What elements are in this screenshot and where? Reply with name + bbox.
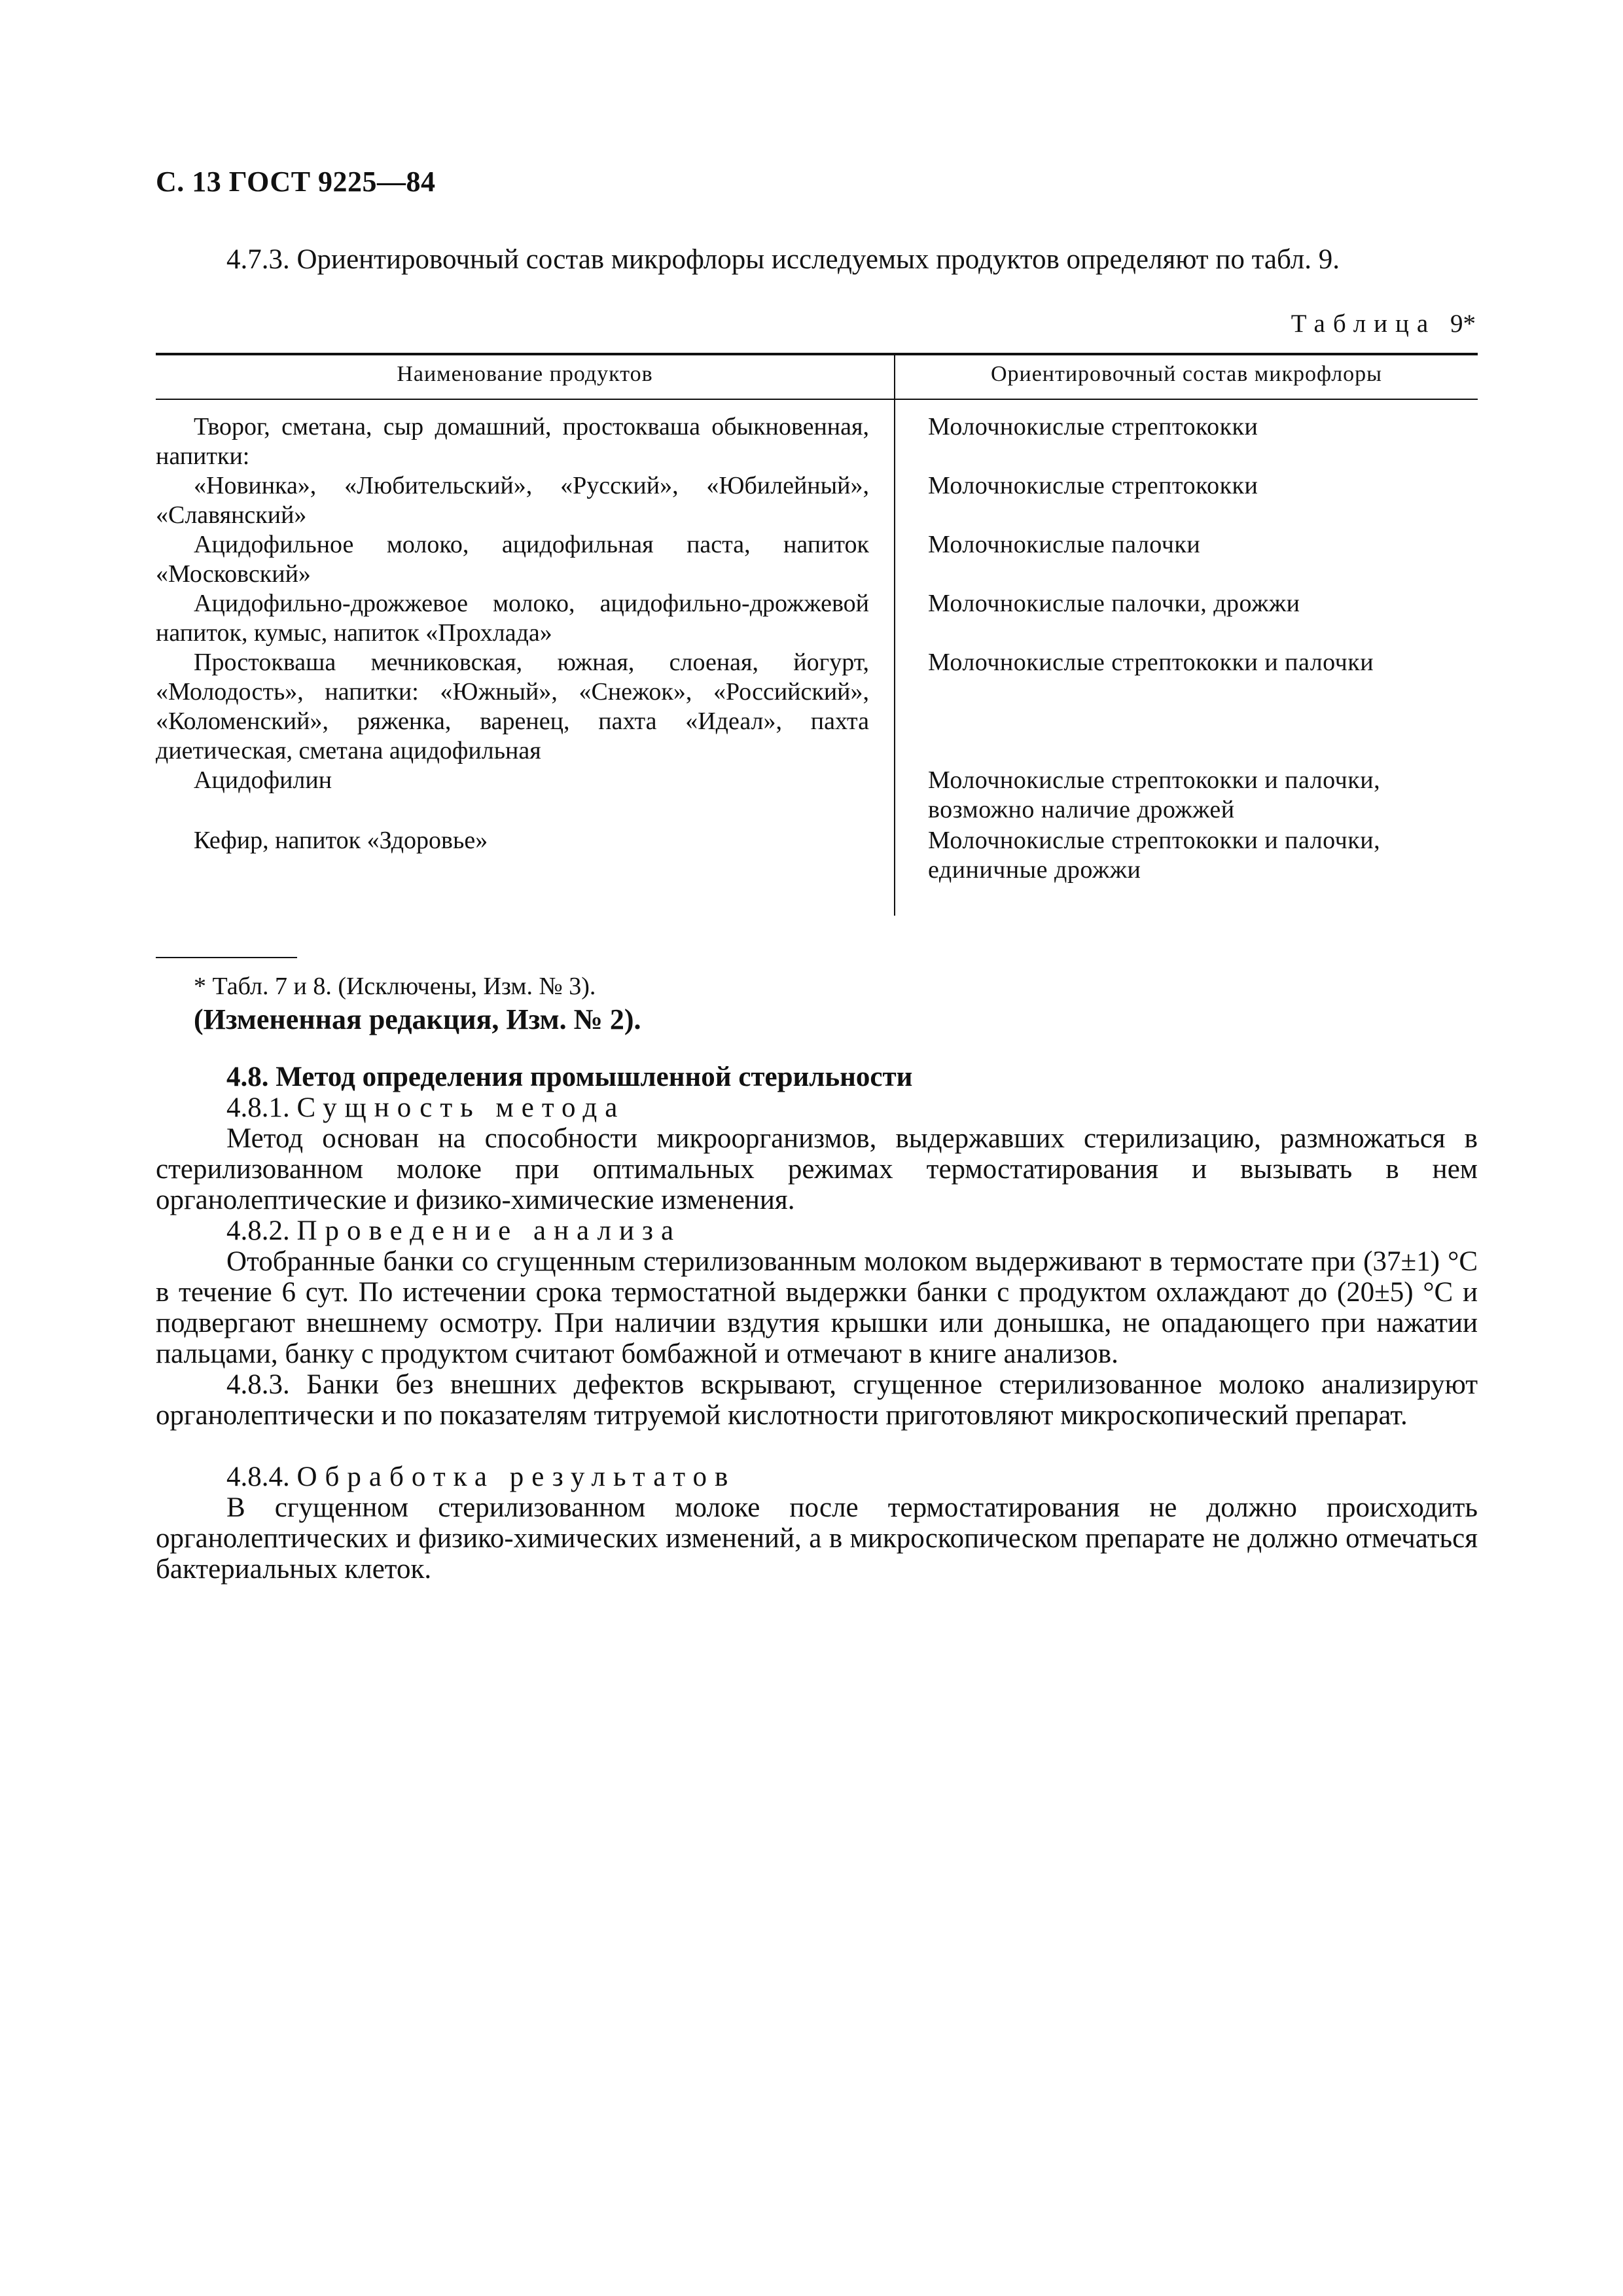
table-header-products: Наименование продуктов	[397, 362, 653, 386]
table-row-product: Ацидофилин	[194, 766, 332, 794]
paragraph: Отобранные банки со сгущенным стерилизованным молоком выдерживают в термостате при (37±1) °С в течение 6 сут. По истечении срока термостатной выдержки банки с продуктом охлаждают до (20±5) °С и подвергают внешнему осмотру. При наличии вздутия крышки или донышка, не опадающего при нажатии пальцами, банку с продуктом считают бомбажной и отмечают в книге анализов.	[156, 1246, 1478, 1369]
table-row-product: Простокваша мечниковская, южная, слоеная, йогурт, «Молодость», напитки: «Южный», «Снежок», «Российский», «Коломенский», ряженка, варенец, пахта «Идеал», пахта диетическая, сметана ацидофильная	[156, 649, 869, 764]
table-row-product: Кефир, напиток «Здоровье»	[194, 827, 488, 854]
table-row-microflora: Молочнокислые палочки	[928, 531, 1201, 558]
paragraph: 4.8.3. Банки без внешних дефектов вскрывают, сгущенное стерилизованное молоко анализируют органолептически и по показателям титруемой кислотности приготовляют микроскопический препарат.	[156, 1369, 1478, 1431]
table-label-number: 9*	[1450, 310, 1476, 338]
intro-paragraph: 4.7.3. Ориентировочный состав микрофлоры исследуемых продуктов определяют по табл. 9.	[226, 244, 1340, 275]
table-row-product: «Новинка», «Любительский», «Русский», «Юбилейный», «Славянский»	[156, 472, 869, 529]
table-row-microflora: Молочнокислые палочки, дрожжи	[928, 590, 1300, 617]
table-row-microflora: Молочнокислые стрептококки и палочки, единичные дрожжи	[928, 827, 1381, 884]
table-row-microflora: Молочнокислые стрептококки и палочки, возможно наличие дрожжей	[928, 766, 1381, 823]
paragraph: В сгущенном стерилизованном молоке после термостатирования не должно происходить органолептических и физико-химических изменений, а в микроскопическом препарате не должно отмечаться бактериальных клеток.	[156, 1492, 1478, 1585]
paragraph: Метод основан на способности микроорганизмов, выдержавших стерилизацию, размножаться в стерилизованном молоке при оптимальных режимах термостатирования и вызывать в нем органолептические и физико-химические изменения.	[156, 1123, 1478, 1215]
subsection-title: 4.8.2. Проведение анализа	[226, 1215, 682, 1246]
table-header-rule	[156, 399, 1478, 400]
table-row-microflora: Молочнокислые стрептококки	[928, 413, 1258, 440]
table-header-microflora: Ориентировочный состав микрофлоры	[990, 362, 1383, 386]
footnote: * Табл. 7 и 8. (Исключены, Изм. № 3).	[194, 973, 596, 1000]
table-row-microflora: Молочнокислые стрептококки и палочки	[928, 649, 1374, 676]
table-row-product: Творог, сметана, сыр домашний, простокваша обыкновенная, напитки:	[156, 413, 869, 470]
section-heading: 4.8. Метод определения промышленной стерильности	[226, 1062, 913, 1092]
table-row-microflora: Молочнокислые стрептококки	[928, 472, 1258, 499]
amendment-note: (Измененная редакция, Изм. № 2).	[194, 1003, 641, 1035]
subsection-title: 4.8.4. Обработка результатов	[226, 1462, 736, 1492]
table-row-product: Ацидофильно-дрожжевое молоко, ацидофильно-дрожжевой напиток, кумыс, напиток «Прохлада»	[156, 590, 869, 647]
table-top-rule	[156, 353, 1478, 355]
footnote-rule	[156, 957, 297, 958]
table-column-divider	[894, 354, 895, 916]
page-header: С. 13 ГОСТ 9225—84	[156, 166, 436, 198]
table-label-word: Таблица	[1291, 310, 1436, 338]
table-label	[1291, 309, 1476, 338]
subsection-title: 4.8.1. Сущность метода	[226, 1092, 626, 1123]
table-row-product: Ацидофильное молоко, ацидофильная паста, напиток «Московский»	[156, 531, 869, 588]
